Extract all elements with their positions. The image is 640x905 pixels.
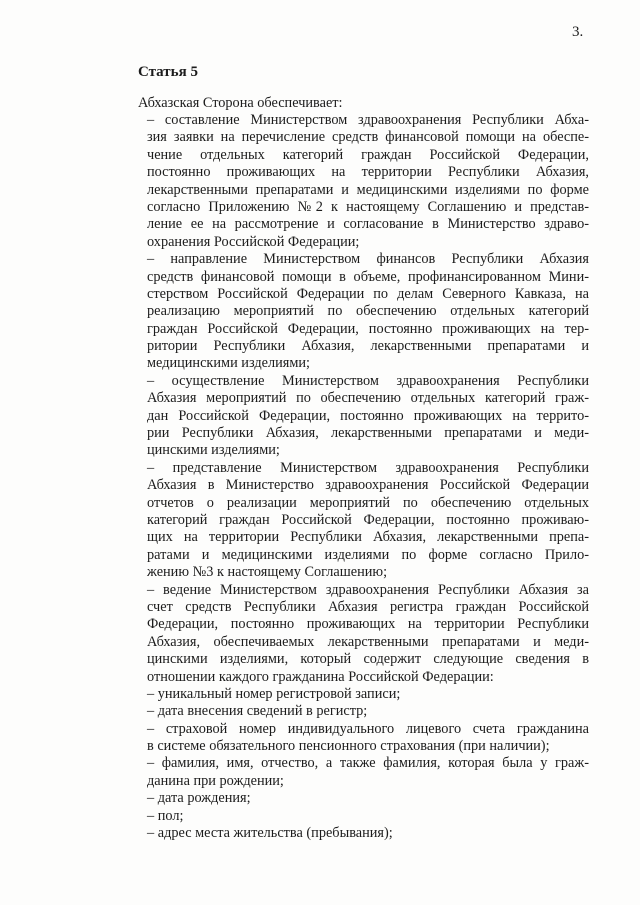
text-line: постоянно проживающих на территории Республики Абхазия, bbox=[147, 164, 589, 181]
text-line: охранения Российской Федерации; bbox=[147, 233, 360, 250]
list-item bbox=[147, 721, 589, 756]
text-line: рии Республики Абхазия, лекарственными препаратами и меди- bbox=[147, 425, 589, 442]
list-item bbox=[147, 373, 589, 460]
text-line: ление ее на рассмотрение и согласование в Министерство здраво- bbox=[147, 216, 589, 233]
text-line: зия заявки на перечисление средств финансовой помощи на обеспе- bbox=[147, 129, 589, 146]
text-line: категорий граждан Российской Федерации, постоянно проживаю- bbox=[147, 511, 589, 528]
text-line: отчетов о реализации мероприятий по обеспечению отдельных bbox=[147, 494, 589, 511]
text-line: цинскими изделиями; bbox=[147, 442, 280, 459]
text-line: в системе обязательного пенсионного страхования (при наличии); bbox=[147, 738, 550, 755]
text-line: – уникальный номер регистровой записи; bbox=[147, 685, 401, 702]
text-line: дан Российской Федерации, постоянно проживающих на террито- bbox=[147, 407, 589, 424]
text-line: – страховой номер индивидуального лицевого счета гражданина bbox=[147, 720, 589, 737]
text-line: – составление Министерством здравоохранения Республики Абха- bbox=[147, 112, 589, 128]
text-line: Абхазия, обеспечиваемых лекарственными препаратами и меди- bbox=[147, 633, 589, 650]
text-line: – адрес места жительства (пребывания); bbox=[147, 825, 393, 842]
list-item bbox=[147, 808, 589, 825]
text-line: – осуществление Министерством здравоохранения Республики bbox=[147, 372, 589, 389]
text-line: средств финансовой помощи в объеме, профинансированном Мини- bbox=[147, 268, 589, 285]
text-line: Абхазия в Министерство здравоохранения Российской Федерации bbox=[147, 477, 589, 494]
text-line: – направление Министерством финансов Республики Абхазия bbox=[147, 251, 589, 268]
text-line: – представление Министерством здравоохранения Республики bbox=[147, 459, 589, 476]
text-line: стерством Российской Федерации по делам Северного Кавказа, на bbox=[147, 285, 589, 302]
text-line: данина при рождении; bbox=[147, 772, 284, 789]
text-line: – пол; bbox=[147, 807, 184, 824]
article-body bbox=[147, 112, 589, 842]
text-line: медицинскими изделиями; bbox=[147, 355, 310, 372]
text-line: Федерации, постоянно проживающих на территории Республики bbox=[147, 616, 589, 633]
list-item bbox=[147, 703, 589, 720]
list-item bbox=[147, 251, 589, 373]
intro-paragraph: Абхазская Сторона обеспечивает: bbox=[138, 95, 343, 111]
page-number: 3. bbox=[572, 24, 584, 40]
text-line: – дата внесения сведений в регистр; bbox=[147, 703, 368, 720]
text-line: Абхазия мероприятий по обеспечению отдельных категорий граж- bbox=[147, 390, 589, 407]
list-item bbox=[147, 825, 589, 842]
list-item bbox=[147, 790, 589, 807]
text-line: счет средств Республики Абхазия регистра граждан Российской bbox=[147, 598, 589, 615]
text-line: – ведение Министерством здравоохранения Республики Абхазия за bbox=[147, 581, 589, 598]
list-item bbox=[147, 686, 589, 703]
text-line: реализацию мероприятий по обеспечению отдельных категорий bbox=[147, 303, 589, 320]
list-item bbox=[147, 582, 589, 686]
text-line: – дата рождения; bbox=[147, 790, 251, 807]
text-line: отношении каждого гражданина Российской Федерации: bbox=[147, 668, 494, 685]
text-line: ратами и медицинскими изделиями по форме согласно Прило- bbox=[147, 546, 589, 563]
text-line: – фамилия, имя, отчество, а также фамилия, которая была у граж- bbox=[147, 755, 589, 772]
text-line: цинскими изделиями, который содержит следующие сведения в bbox=[147, 651, 589, 668]
text-line: чение отдельных категорий граждан Российской Федерации, bbox=[147, 146, 589, 163]
article-heading: Статья 5 bbox=[138, 64, 198, 80]
list-item bbox=[147, 755, 589, 790]
list-item bbox=[147, 112, 589, 251]
text-line: ритории Республики Абхазия, лекарственными препаратами и bbox=[147, 338, 589, 355]
text-line: лекарственными препаратами и медицинскими изделиями по форме bbox=[147, 181, 589, 198]
list-item bbox=[147, 460, 589, 582]
text-line: жению №3 к настоящему Соглашению; bbox=[147, 564, 388, 581]
text-line: граждан Российской Федерации, постоянно проживающих на тер- bbox=[147, 320, 589, 337]
text-line: щих на территории Республики Абхазия, лекарственными препа- bbox=[147, 529, 589, 546]
text-line: согласно Приложению №2 к настоящему Соглашению и представ- bbox=[147, 198, 589, 215]
